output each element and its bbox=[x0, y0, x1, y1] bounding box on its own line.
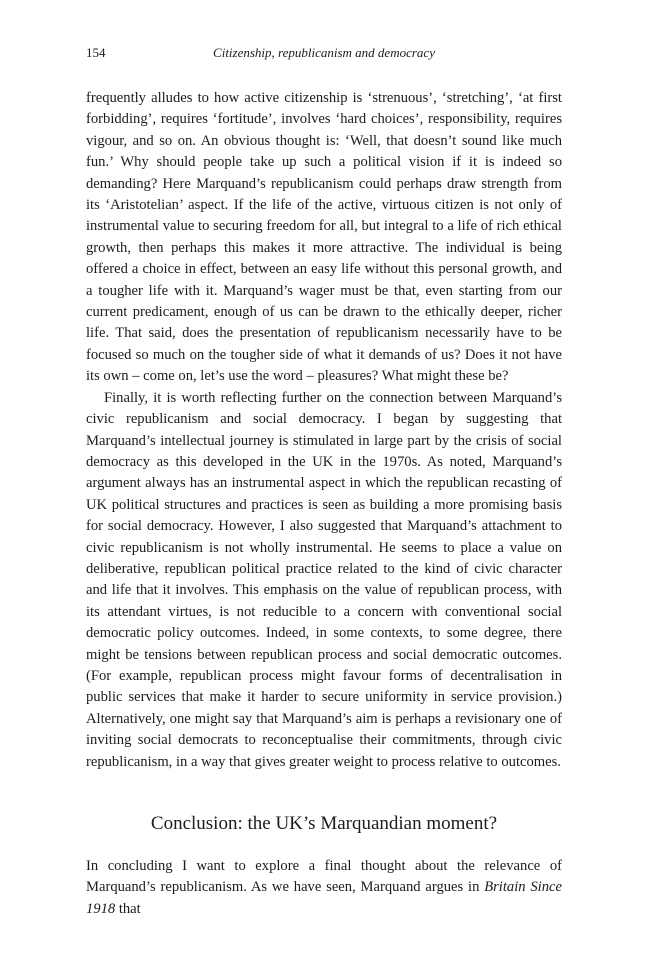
body-text bbox=[86, 88, 562, 773]
conclusion-paragraph bbox=[86, 856, 562, 920]
running-header bbox=[86, 45, 562, 65]
conclusion-text-end: that bbox=[115, 900, 141, 917]
book-title: Britain Since 1918 bbox=[86, 879, 562, 917]
section-heading: Conclusion: the UK’s Marquandian moment? bbox=[150, 813, 498, 834]
book-page bbox=[86, 0, 562, 975]
conclusion-text-start: In concluding I want to explore a final thought about the relevance of Marquand’s republicanism. As we have seen, Marquand argues in bbox=[86, 858, 562, 896]
paragraph-continued: frequently alludes to how active citizenship is ‘strenuous’, ‘stretching’, ‘at first forbidding’, requires ‘fortitude’, involves ‘hard choices’, responsibility, requires vigour, and so on. An obvious thought is: ‘Well, that doesn’t sound like much fun.’ Why should people take up such a political vision if it is indeed so demanding? Here Marquand’s republicanism could perhaps draw strength from its ‘Aristotelian’ aspect. If the life of the active, virtuous citizen is not only of instrumental value to securing freedom for all, but integral to a life of rich ethical growth, then perhaps this makes it more attractive. The individual is being offered a choice in effect, between an easy life without this personal growth, and a tougher life with it. Marquand’s wager must be that, even starting from our current predicament, enough of us can be drawn to the ethically deeper, richer life. That said, does the presentation of republicanism necessarily have to be focused so much on the tougher side of what it demands of us? Does it not have its own – come on, let’s use the word – pleasures? What might these be? bbox=[86, 90, 562, 385]
paragraph-finally: Finally, it is worth reflecting further on the connection between Marquand’s civic republicanism and social democracy. I began by suggesting that Marquand’s intellectual journey is stimulated in large part by the crisis of social democracy as this developed in the UK in the 1970s. As noted, Marquand’s argument always has an instrumental aspect in which the republican recasting of UK political structures and practices is seen as building a more promising basis for social democracy. However, I also suggested that Marquand’s attachment to civic republicanism is not wholly instrumental. He seems to place a value on deliberative, republican political practice related to the kind of civic character and life that it involves. This emphasis on the value of republican process, with its attendant virtues, is not reducible to a concern with conventional social democratic policy outcomes. Indeed, in some contexts, to some degree, there might be tensions between republican process and social democratic outcomes. (For example, republican process might favour forms of decentralisation in public services that make it harder to secure uniformity in service provision.) Alternatively, one might say that Marquand’s aim is perhaps a revisionary one of inviting social democrats to reconceptualise their commitments, through civic republicanism, in a way that gives greater weight to process relative to outcomes. bbox=[86, 389, 562, 770]
running-title: Citizenship, republicanism and democracy bbox=[213, 45, 435, 60]
conclusion-text bbox=[86, 856, 562, 920]
page-number: 154 bbox=[86, 45, 106, 60]
